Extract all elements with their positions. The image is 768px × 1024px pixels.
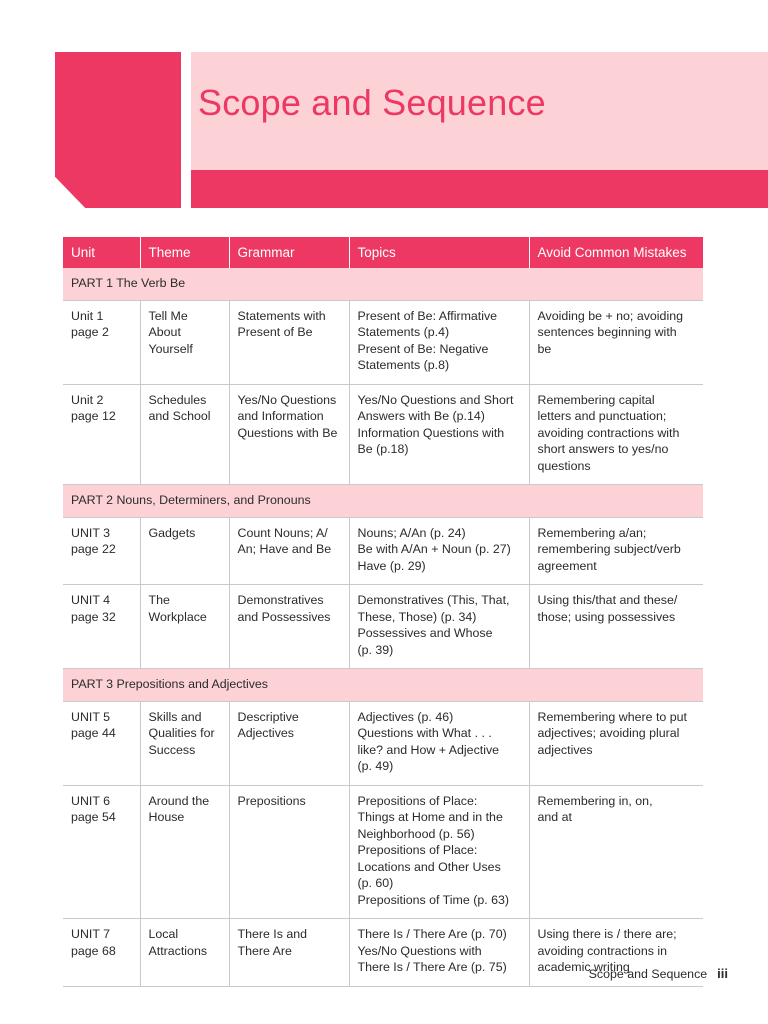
- cell-line: Demonstratives: [237, 593, 324, 607]
- cell-line: Be with A/An + Noun (p. 27): [357, 542, 511, 556]
- column-header-unit: Unit: [63, 237, 140, 268]
- cell-line: Using this/that and these/: [537, 593, 678, 607]
- cell-mistakes: [529, 384, 703, 485]
- cell-line: and Possessives: [237, 609, 331, 624]
- cell-line: be: [537, 341, 552, 356]
- cell-line: Be (p.18): [357, 442, 409, 456]
- cell-grammar: [229, 585, 349, 669]
- cell-theme: [140, 384, 229, 485]
- cell-line: Demonstratives (This, That,: [357, 593, 510, 607]
- cell-line: Remembering in, on,: [537, 793, 653, 808]
- cell-line: Around the: [148, 793, 210, 808]
- page-title: Scope and Sequence: [198, 82, 546, 123]
- column-header-theme: Theme: [140, 237, 229, 268]
- cell-line: Tell Me: [148, 308, 188, 323]
- cell-line: Questions with Be: [237, 425, 338, 440]
- cell-line: Workplace: [148, 609, 207, 624]
- cell-topics: [349, 701, 529, 785]
- cell-topics: [349, 785, 529, 919]
- table-row: [63, 701, 703, 785]
- cell-line: page 32: [71, 609, 116, 624]
- cell-topics: [349, 585, 529, 669]
- cell-line: The: [148, 593, 170, 607]
- cell-line: (p. 39): [357, 642, 394, 657]
- cell-topics: [349, 384, 529, 485]
- header-gap: [181, 52, 191, 208]
- cell-unit: [63, 585, 140, 669]
- cell-line: Nouns; A/An (p. 24): [357, 525, 466, 540]
- cell-line: There Is / There Are (p. 75): [357, 960, 507, 974]
- cell-line: those; using possessives: [537, 609, 676, 624]
- header-accent-bar: [191, 170, 768, 208]
- cell-line: adjectives; avoiding plural: [537, 726, 680, 740]
- cell-line: avoiding contractions with: [537, 425, 680, 440]
- cell-line: An; Have and Be: [237, 542, 332, 556]
- header-accent-block: [55, 52, 181, 208]
- cell-line: There Are: [237, 943, 292, 958]
- cell-line: UNIT 3: [71, 525, 111, 540]
- cell-line: Present of Be: Affirmative: [357, 308, 498, 323]
- cell-line: remembering subject/verb: [537, 542, 681, 556]
- cell-line: page 68: [71, 943, 116, 958]
- cell-theme: [140, 701, 229, 785]
- cell-line: academic writing: [537, 960, 630, 974]
- scope-sequence-table: [63, 237, 703, 987]
- cell-unit: [63, 300, 140, 384]
- cell-theme: [140, 300, 229, 384]
- cell-line: page 2: [71, 325, 109, 339]
- cell-mistakes: [529, 585, 703, 669]
- cell-grammar: [229, 384, 349, 485]
- cell-line: Statements with: [237, 308, 326, 323]
- cell-line: Possessives and Whose: [357, 626, 493, 640]
- cell-line: and Information: [237, 409, 324, 423]
- cell-line: There Is and: [237, 927, 308, 941]
- cell-line: agreement: [537, 558, 597, 573]
- cell-theme: [140, 517, 229, 585]
- cell-line: avoiding contractions in: [537, 943, 667, 958]
- cell-line: Skills and: [148, 709, 202, 724]
- cell-line: Prepositions of Place:: [357, 793, 478, 808]
- cell-line: Prepositions: [237, 793, 306, 808]
- cell-grammar: [229, 517, 349, 585]
- cell-line: UNIT 5: [71, 709, 111, 724]
- cell-line: Remembering a/an;: [537, 525, 647, 540]
- part-heading-row: [63, 268, 703, 300]
- cell-line: (p. 60): [357, 876, 394, 890]
- cell-line: Present of Be: [237, 325, 313, 339]
- page-footer: [589, 966, 728, 981]
- cell-line: Unit 2: [71, 392, 104, 407]
- cell-line: Statements (p.4): [357, 325, 450, 339]
- cell-mistakes: [529, 517, 703, 585]
- cell-line: Questions with What . . .: [357, 726, 492, 740]
- column-header-grammar: Grammar: [229, 237, 349, 268]
- cell-line: Locations and Other Uses: [357, 859, 501, 874]
- cell-grammar: [229, 701, 349, 785]
- part-heading-row: [63, 669, 703, 702]
- cell-line: (p. 49): [357, 759, 394, 773]
- cell-unit: [63, 517, 140, 585]
- table-row: [63, 517, 703, 585]
- cell-line: Yes/No Questions: [237, 392, 337, 407]
- cell-theme: [140, 919, 229, 987]
- cell-line: Count Nouns; A/: [237, 525, 328, 540]
- cell-line: Local: [148, 927, 179, 941]
- table-body: [63, 268, 703, 986]
- cell-unit: [63, 384, 140, 485]
- cell-topics: [349, 517, 529, 585]
- cell-line: page 54: [71, 810, 116, 824]
- cell-line: Yourself: [148, 341, 193, 356]
- part-heading: PART 1 The Verb Be: [63, 268, 703, 300]
- cell-theme: [140, 785, 229, 919]
- cell-line: Unit 1: [71, 308, 104, 323]
- cell-line: and at: [537, 810, 572, 824]
- cell-line: Prepositions of Place:: [357, 843, 478, 857]
- cell-line: Adjectives (p. 46): [357, 709, 454, 724]
- part-heading: PART 2 Nouns, Determiners, and Pronouns: [63, 485, 703, 518]
- cell-line: Prepositions of Time (p. 63): [357, 892, 510, 907]
- cell-line: adjectives: [537, 742, 593, 757]
- cell-line: letters and punctuation;: [537, 409, 667, 423]
- part-heading: PART 3 Prepositions and Adjectives: [63, 669, 703, 702]
- cell-line: page 44: [71, 726, 116, 740]
- cell-line: Gadgets: [148, 525, 196, 540]
- cell-grammar: [229, 919, 349, 987]
- cell-line: There Is / There Are (p. 70): [357, 927, 507, 941]
- cell-line: Attractions: [148, 943, 208, 958]
- cell-unit: [63, 701, 140, 785]
- cell-line: About: [148, 325, 181, 339]
- cell-line: Answers with Be (p.14): [357, 409, 485, 423]
- cell-line: sentences beginning with: [537, 325, 677, 339]
- cell-line: Schedules: [148, 392, 207, 407]
- cell-mistakes: [529, 701, 703, 785]
- column-header-topics: Topics: [349, 237, 529, 268]
- table-row: [63, 384, 703, 485]
- part-heading-row: [63, 485, 703, 518]
- cell-line: UNIT 6: [71, 793, 111, 808]
- cell-line: House: [148, 810, 185, 824]
- cell-line: Success: [148, 742, 196, 757]
- column-header-mistakes: Avoid Common Mistakes: [529, 237, 703, 268]
- cell-line: UNIT 7: [71, 927, 111, 941]
- page-number: iii: [717, 966, 728, 981]
- cell-line: Qualities for: [148, 726, 215, 740]
- cell-line: Neighborhood (p. 56): [357, 826, 475, 841]
- table-row: [63, 300, 703, 384]
- cell-mistakes: [529, 785, 703, 919]
- table-row: [63, 785, 703, 919]
- cell-line: short answers to yes/no: [537, 442, 669, 456]
- cell-line: Present of Be: Negative: [357, 341, 489, 356]
- cell-grammar: [229, 300, 349, 384]
- cell-line: questions: [537, 458, 591, 473]
- cell-line: Using there is / there are;: [537, 927, 677, 941]
- cell-line: UNIT 4: [71, 593, 111, 607]
- cell-mistakes: [529, 300, 703, 384]
- cell-line: Remembering where to put: [537, 709, 687, 724]
- cell-line: Yes/No Questions and Short: [357, 392, 514, 407]
- cell-grammar: [229, 785, 349, 919]
- cell-line: Things at Home and in the: [357, 810, 503, 824]
- cell-line: and School: [148, 409, 211, 423]
- cell-line: Descriptive: [237, 709, 299, 724]
- cell-topics: [349, 300, 529, 384]
- cell-line: Remembering capital: [537, 392, 655, 407]
- cell-theme: [140, 585, 229, 669]
- cell-line: Yes/No Questions with: [357, 943, 482, 958]
- cell-line: Information Questions with: [357, 425, 505, 440]
- cell-topics: [349, 919, 529, 987]
- cell-unit: [63, 785, 140, 919]
- cell-line: Adjectives: [237, 726, 294, 740]
- cell-line: like? and How + Adjective: [357, 742, 500, 757]
- cell-line: These, Those) (p. 34): [357, 609, 477, 624]
- cell-line: page 12: [71, 409, 116, 423]
- footer-label: Scope and Sequence: [588, 967, 708, 981]
- cell-line: Statements (p.8): [357, 358, 450, 372]
- cell-unit: [63, 919, 140, 987]
- cell-line: Have (p. 29): [357, 558, 426, 573]
- table-header-row: [63, 237, 703, 268]
- cell-line: page 22: [71, 542, 116, 556]
- table-row: [63, 585, 703, 669]
- cell-line: Avoiding be + no; avoiding: [537, 308, 683, 323]
